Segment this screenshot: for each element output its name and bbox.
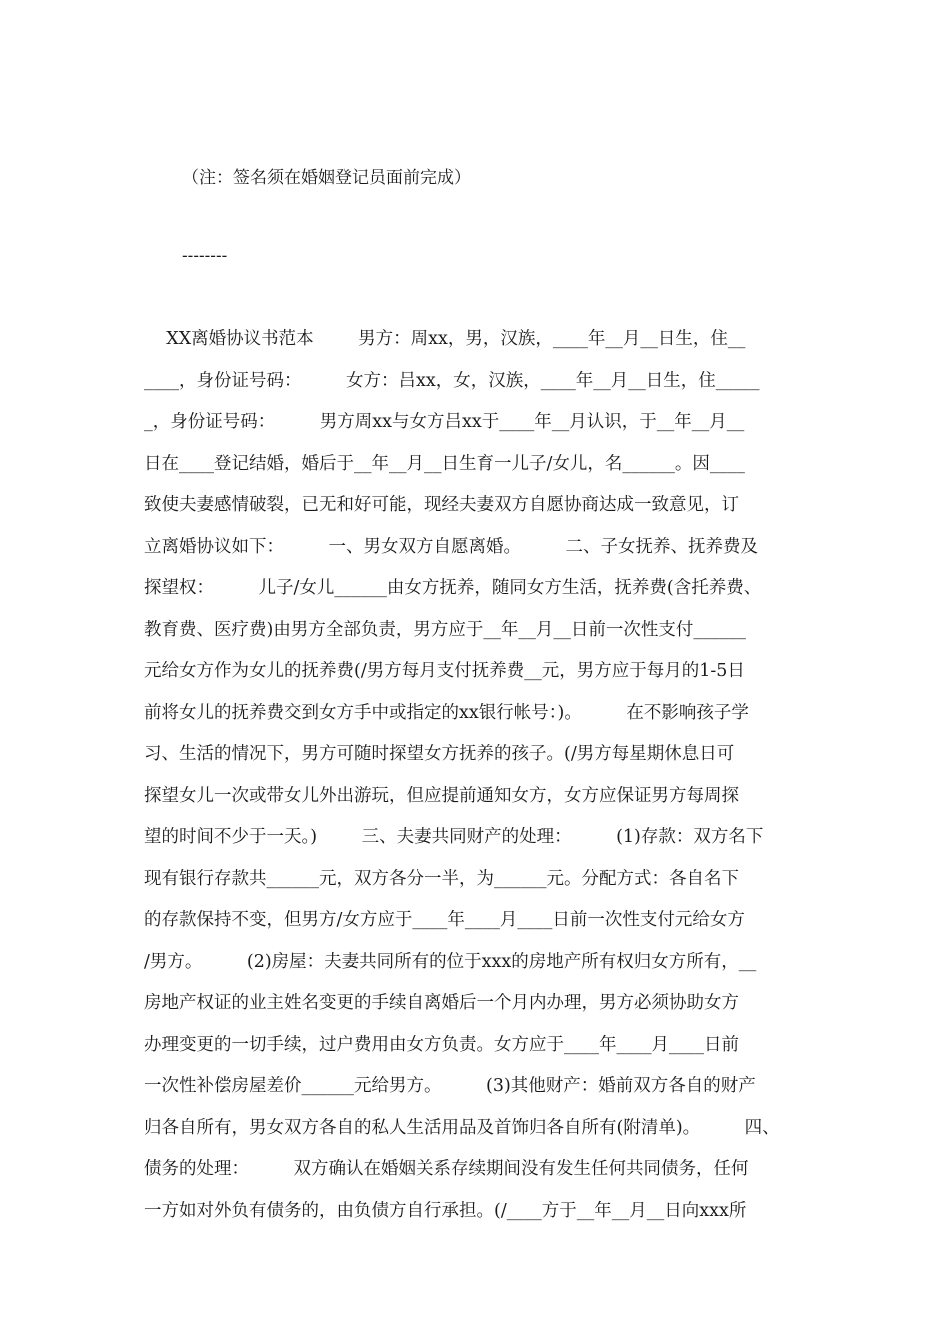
body-line: 习、生活的情况下，男方可随时探望女方抚养的孩子。(/男方每星期休息日可 — [144, 744, 735, 764]
body-line: 一方如对外负有债务的，由负债方自行承担。(/____方于__年__月__日向xxx所 — [144, 1200, 747, 1221]
body-line: XX离婚协议书范本 男方：周xx，男，汉族，____年__月__日生，住__ — [144, 329, 746, 349]
body-line: 一次性补偿房屋差价______元给男方。 (3)其他财产：婚前双方各自的财产 — [144, 1076, 756, 1096]
body-line: 现有银行存款共______元，双方各分一半，为______元。分配方式：各自名下 — [144, 868, 739, 889]
body-line: 探望权： 儿子/女儿______由女方抚养，随同女方生活，抚养费(含托养费、 — [144, 578, 762, 598]
body-line: _，身份证号码： 男方周xx与女方吕xx于____年__月认识，于__年__月__ — [144, 412, 745, 432]
body-line: 债务的处理： 双方确认在婚姻关系存续期间没有发生任何共同债务，任何 — [144, 1159, 749, 1179]
body-line: 办理变更的一切手续，过户费用由女方负责。女方应于____年____月____日前 — [144, 1034, 739, 1055]
body-line: 元给女方作为女儿的抚养费(/男方每月支付抚养费__元，男方应于每月的1-5日 — [144, 661, 745, 681]
body-line: 房地产权证的业主姓名变更的手续自离婚后一个月内办理，男方必须协助女方 — [144, 993, 739, 1013]
body-line: /男方。 (2)房屋：夫妻共同所有的位于xxx的房地产所有权归女方所有，__ — [144, 951, 757, 972]
body-line: 教育费、医疗费)由男方全部负责，男方应于__年__月__日前一次性支付______ — [144, 619, 746, 640]
signature-note: （注：签名须在婚姻登记员面前完成） — [182, 168, 471, 188]
body-line: 日在____登记结婚，婚后于__年__月__日生育一儿子/女儿，名______。因____ — [144, 453, 745, 474]
agreement-body — [144, 322, 844, 1235]
section-divider: -------- — [182, 246, 228, 265]
body-line: 归各自所有，男女双方各自的私人生活用品及首饰归各自所有(附清单)。 四、 — [144, 1117, 780, 1138]
body-line: 望的时间不少于一天。) 三、夫妻共同财产的处理： (1)存款：双方名下 — [144, 827, 764, 847]
body-line: 探望女儿一次或带女儿外出游玩，但应提前通知女方，女方应保证男方每周探 — [144, 785, 739, 806]
body-line: 的存款保持不变，但男方/女方应于____年____月____日前一次性支付元给女方 — [144, 910, 745, 930]
body-line: ____，身份证号码： 女方：吕xx，女，汉族，____年__月__日生，住_____ — [144, 370, 760, 391]
body-line: 立离婚协议如下： 一、男女双方自愿离婚。 二、子女抚养、抚养费及 — [144, 536, 759, 557]
body-line: 致使夫妻感情破裂，已无和好可能，现经夫妻双方自愿协商达成一致意见，订 — [144, 495, 739, 515]
body-line: 前将女儿的抚养费交到女方手中或指定的xx银行帐号：)。 在不影响孩子学 — [144, 702, 749, 723]
